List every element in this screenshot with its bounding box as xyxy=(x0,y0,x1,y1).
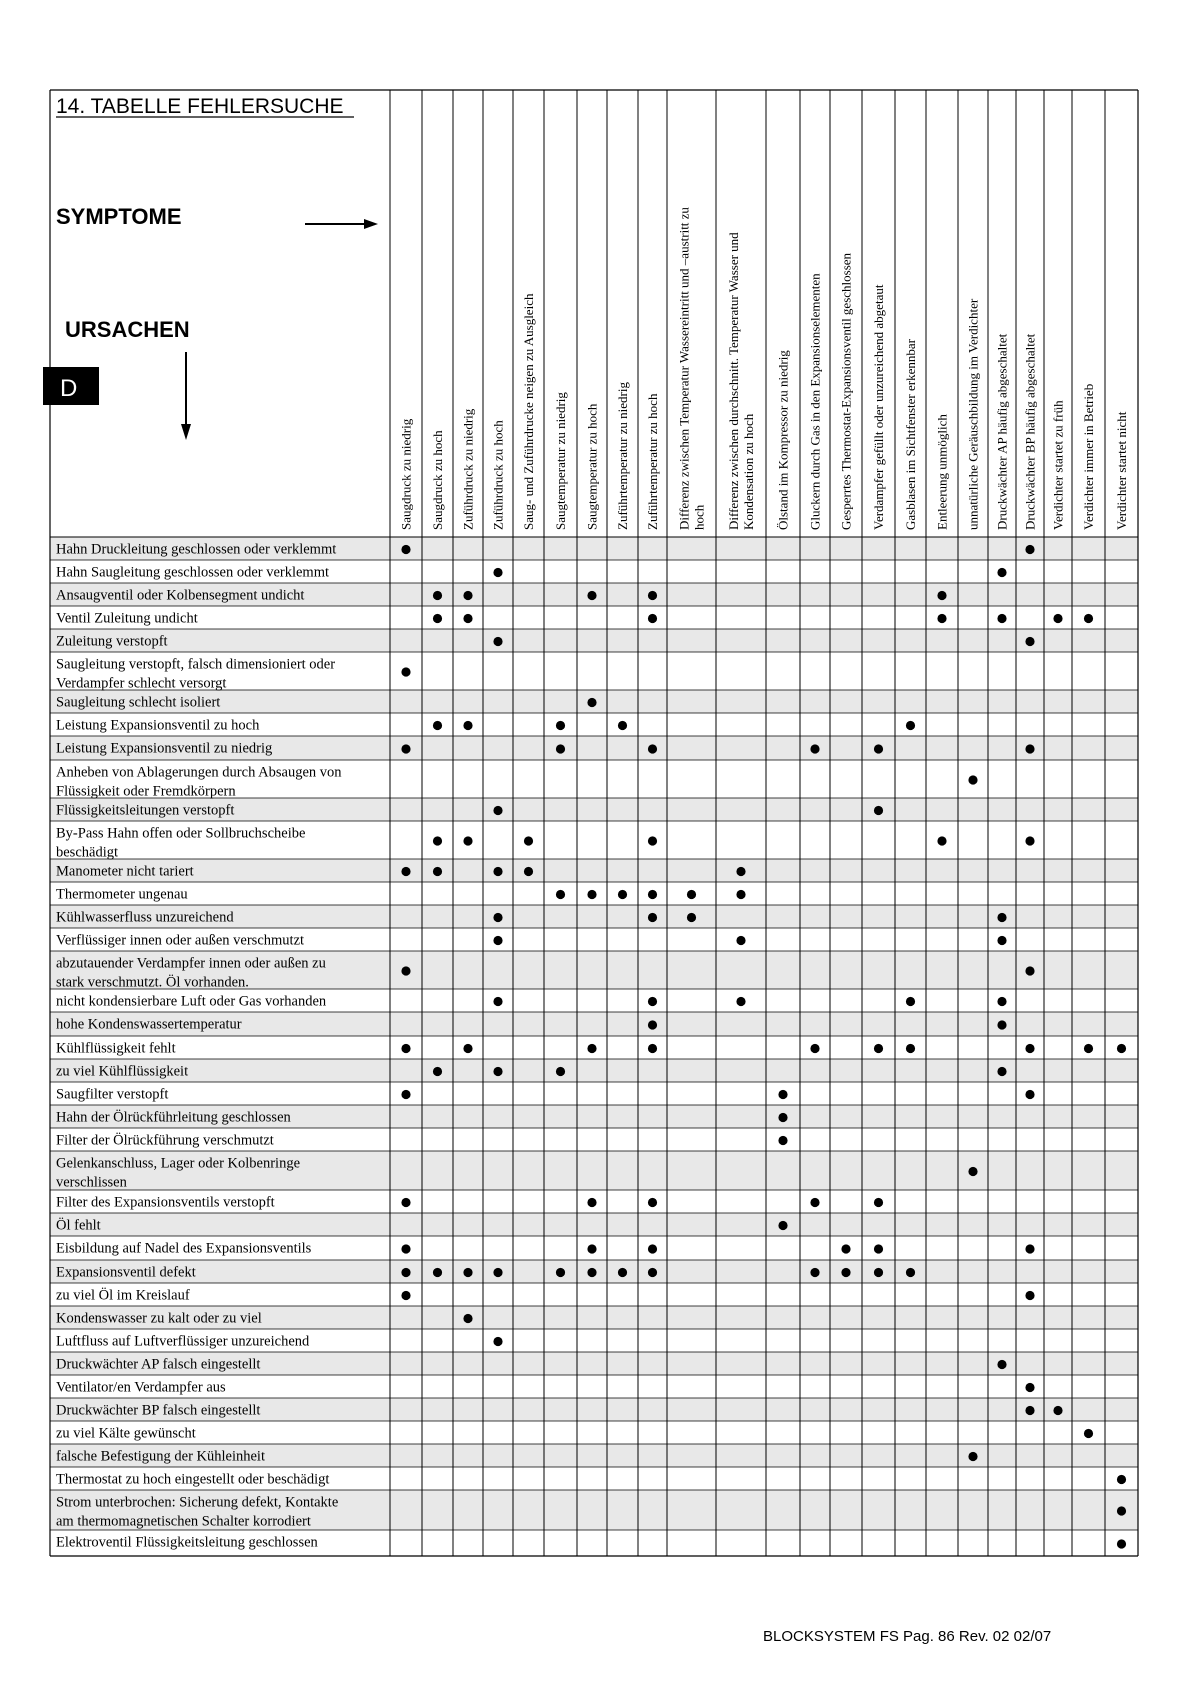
symptom-header: Verdampfer gefüllt oder unzureichend abgetaut xyxy=(871,284,886,530)
symptom-header: Gluckern durch Gas in den Expansionselementen xyxy=(807,273,823,530)
cause-label-text: Flüssigkeit oder Fremdkörpern xyxy=(56,783,236,800)
cause-label-text: Kühlwasserfluss unzureichend xyxy=(56,909,234,926)
cause-label-text: Ventil Zuleitung undicht xyxy=(56,610,198,627)
symptom-header: Differenz zwischen durchschnitt. Temperatur Wasser und xyxy=(726,232,741,530)
symptom-header: Druckwächter BP häufig abgeschaltet xyxy=(1022,333,1038,530)
match-dot xyxy=(874,1044,883,1053)
match-dot xyxy=(997,1067,1006,1076)
match-dot xyxy=(1025,1244,1034,1253)
symptom-header: Saugdruck zu niedrig xyxy=(398,418,414,530)
match-dot xyxy=(1084,1044,1093,1053)
match-dot xyxy=(493,913,502,922)
match-dot xyxy=(1084,614,1093,623)
match-dot xyxy=(997,913,1006,922)
cause-label-text: Saugleitung schlecht isoliert xyxy=(56,694,221,711)
symptom-header: Verdichter startet nicht xyxy=(1114,411,1129,530)
match-dot xyxy=(968,1167,977,1176)
match-dot xyxy=(968,775,977,784)
match-dot xyxy=(648,1268,657,1277)
match-dot xyxy=(401,867,410,876)
match-dot xyxy=(556,721,565,730)
symptom-header: Saugtemperatur zu niedrig xyxy=(553,392,568,530)
symptom-header: Zuführtemperatur zu niedrig xyxy=(615,382,630,530)
symptom-header: Ölstand im Kompressor zu niedrig xyxy=(775,350,791,530)
match-dot xyxy=(906,997,915,1006)
section-tab xyxy=(43,367,99,405)
symptom-header: Kondensation zu hoch xyxy=(741,413,756,530)
cause-label-text: Verdampfer schlecht versorgt xyxy=(56,675,227,692)
match-dot xyxy=(874,806,883,815)
match-dot xyxy=(493,867,502,876)
match-dot xyxy=(556,1067,565,1076)
cause-label-text: zu viel Öl im Kreislauf xyxy=(56,1287,190,1304)
cause-label-text: Flüssigkeitsleitungen verstopft xyxy=(56,802,235,819)
match-dot xyxy=(587,1268,596,1277)
symptom-label: SYMPTOME xyxy=(56,204,182,229)
match-dot xyxy=(1025,1406,1034,1415)
match-dot xyxy=(556,1268,565,1277)
row-stripe xyxy=(50,859,1138,882)
symptom-header: Verdichter startet zu früh xyxy=(1050,400,1066,530)
match-dot xyxy=(587,698,596,707)
match-dot xyxy=(1117,1044,1126,1053)
cause-label-text: Saugleitung verstopft, falsch dimensioniert oder xyxy=(56,656,336,673)
symptom-header: Entleerung unmöglich xyxy=(934,414,950,530)
cause-label-text: falsche Befestigung der Kühleinheit xyxy=(56,1448,265,1465)
match-dot xyxy=(841,1244,850,1253)
match-dot xyxy=(968,1452,977,1461)
match-dot xyxy=(997,1360,1006,1369)
cause-label-text: Eisbildung auf Nadel des Expansionsventils xyxy=(56,1240,312,1257)
match-dot xyxy=(1025,637,1034,646)
match-dot xyxy=(1025,1044,1034,1053)
match-dot xyxy=(648,744,657,753)
symptom-header: Verdichter immer in Betrieb xyxy=(1081,383,1096,530)
cause-label-text: Gelenkanschluss, Lager oder Kolbenringe xyxy=(56,1155,301,1172)
match-dot xyxy=(874,1244,883,1253)
match-dot xyxy=(648,997,657,1006)
match-dot xyxy=(401,545,410,554)
cause-label-text: am thermomagnetischen Schalter korrodiert xyxy=(56,1513,311,1530)
match-dot xyxy=(493,637,502,646)
match-dot xyxy=(997,614,1006,623)
row-stripe xyxy=(50,629,1138,652)
match-dot xyxy=(1053,614,1062,623)
match-dot xyxy=(1053,1406,1062,1415)
cause-label-text: Ventilator/en Verdampfer aus xyxy=(56,1379,226,1396)
match-dot xyxy=(493,806,502,815)
cause-label-text: nicht kondensierbare Luft oder Gas vorhanden xyxy=(56,993,327,1010)
cause-label-text: Thermostat zu hoch eingestellt oder beschädigt xyxy=(56,1471,330,1488)
match-dot xyxy=(1084,1429,1093,1438)
cause-label-text: Zuleitung verstopft xyxy=(56,633,168,650)
match-dot xyxy=(906,721,915,730)
cause-label-text: Kühlflüssigkeit fehlt xyxy=(56,1040,176,1057)
match-dot xyxy=(736,997,745,1006)
match-dot xyxy=(618,890,627,899)
match-dot xyxy=(874,1268,883,1277)
match-dot xyxy=(401,1291,410,1300)
cause-label-text: Druckwächter AP falsch eingestellt xyxy=(56,1356,261,1373)
match-dot xyxy=(463,836,472,845)
cause-label-text: beschädigt xyxy=(56,844,119,861)
match-dot xyxy=(937,591,946,600)
match-dot xyxy=(874,1198,883,1207)
match-dot xyxy=(587,591,596,600)
match-dot xyxy=(997,568,1006,577)
symptom-header: Saugtemperatur zu hoch xyxy=(584,403,600,530)
cause-label-text: Elektroventil Flüssigkeitsleitung geschlossen xyxy=(56,1534,318,1551)
cause-label-text: Saugfilter verstopft xyxy=(56,1086,169,1103)
symptom-header: Saug- und Zuführdrucke neigen zu Ausgleich xyxy=(521,293,536,530)
match-dot xyxy=(687,890,696,899)
cause-label-text: stark verschmutzt. Öl vorhanden. xyxy=(56,974,249,991)
match-dot xyxy=(401,966,410,975)
cause-label-text: Filter der Ölrückführung verschmutzt xyxy=(56,1132,274,1149)
match-dot xyxy=(778,1136,787,1145)
match-dot xyxy=(648,591,657,600)
match-dot xyxy=(401,667,410,676)
match-dot xyxy=(648,614,657,623)
match-dot xyxy=(810,1044,819,1053)
match-dot xyxy=(433,591,442,600)
match-dot xyxy=(433,721,442,730)
cause-label-text: Hahn Saugleitung geschlossen oder verklemmt xyxy=(56,564,330,581)
cause-label-text: zu viel Kühlflüssigkeit xyxy=(56,1063,189,1080)
match-dot xyxy=(493,1067,502,1076)
symptom-column-headers xyxy=(399,207,1130,530)
match-dot xyxy=(433,867,442,876)
match-dot xyxy=(463,591,472,600)
match-dot xyxy=(433,1268,442,1277)
cause-label-text: Druckwächter BP falsch eingestellt xyxy=(56,1402,261,1419)
symptom-header: Gesperrtes Thermostat-Expansionsventil geschlossen xyxy=(838,252,854,530)
cause-label-text: Hahn der Ölrückführleitung geschlossen xyxy=(56,1109,291,1126)
cause-label-text: Manometer nicht tariert xyxy=(56,863,194,880)
match-dot xyxy=(463,1314,472,1323)
match-dot xyxy=(1025,1090,1034,1099)
match-dot xyxy=(736,890,745,899)
cause-label-text: Leistung Expansionsventil zu niedrig xyxy=(56,740,273,757)
symptom-header: unnatürliche Geräuschbildung im Verdichter xyxy=(965,298,981,530)
cause-label-text: Ansaugventil oder Kolbensegment undicht xyxy=(56,587,305,604)
match-dot xyxy=(401,1090,410,1099)
symptom-header: Druckwächter AP häufig abgeschaltet xyxy=(994,333,1010,530)
match-dot xyxy=(937,614,946,623)
match-dot xyxy=(1117,1539,1126,1548)
match-dot xyxy=(906,1268,915,1277)
symptom-header: Zuführdruck zu niedrig xyxy=(460,408,476,530)
cause-label-text: Anheben von Ablagerungen durch Absaugen von xyxy=(56,764,342,781)
cause-label-text: Expansionsventil defekt xyxy=(56,1264,196,1281)
match-dot xyxy=(401,1268,410,1277)
match-dot xyxy=(463,614,472,623)
cause-label-text: Verflüssiger innen oder außen verschmutzt xyxy=(56,932,305,949)
row-stripe xyxy=(50,1059,1138,1082)
cause-label-text: Filter des Expansionsventils verstopft xyxy=(56,1194,275,1211)
match-dot xyxy=(401,744,410,753)
symptom-header: Zuführtemperatur zu hoch xyxy=(645,393,660,530)
cause-label-text: Thermometer ungenau xyxy=(56,886,188,903)
match-dot xyxy=(493,997,502,1006)
down-arrow-icon xyxy=(181,352,191,440)
match-dot xyxy=(736,936,745,945)
match-dot xyxy=(648,1244,657,1253)
cause-label-text: Strom unterbrochen: Sicherung defekt, Kontakte xyxy=(56,1494,339,1511)
cause-label-text: verschlissen xyxy=(56,1174,127,1191)
match-dot xyxy=(778,1113,787,1122)
cause-label-text: Öl fehlt xyxy=(56,1217,101,1234)
match-dot xyxy=(618,1268,627,1277)
match-dot xyxy=(556,744,565,753)
cause-label-text: Kondenswasser zu kalt oder zu viel xyxy=(56,1310,262,1327)
match-dot xyxy=(648,890,657,899)
cause-label-text: Luftfluss auf Luftverflüssiger unzureichend xyxy=(56,1333,310,1350)
match-dot xyxy=(648,836,657,845)
page-footer: BLOCKSYSTEM FS Pag. 86 Rev. 02 02/07 xyxy=(763,1628,1052,1645)
match-dot xyxy=(648,1044,657,1053)
match-dot xyxy=(433,1067,442,1076)
match-dot xyxy=(778,1090,787,1099)
match-dot xyxy=(556,890,565,899)
match-dot xyxy=(1025,1291,1034,1300)
page-title: 14. TABELLE FEHLERSUCHE xyxy=(56,95,344,118)
cause-label-text: Hahn Druckleitung geschlossen oder verklemmt xyxy=(56,541,337,558)
cause-label-text: zu viel Kälte gewünscht xyxy=(56,1425,196,1442)
match-dot xyxy=(648,1020,657,1029)
match-dot xyxy=(524,867,533,876)
match-dot xyxy=(648,1198,657,1207)
symptom-header: Saugdruck zu hoch xyxy=(430,430,445,530)
match-dot xyxy=(906,1044,915,1053)
match-dot xyxy=(841,1268,850,1277)
match-dot xyxy=(524,836,533,845)
match-dot xyxy=(493,568,502,577)
match-dot xyxy=(874,744,883,753)
match-dot xyxy=(401,1044,410,1053)
match-dot xyxy=(1025,836,1034,845)
match-dot xyxy=(463,1268,472,1277)
match-dot xyxy=(778,1221,787,1230)
section-tab-letter: D xyxy=(60,375,78,402)
match-dot xyxy=(587,1198,596,1207)
match-dot xyxy=(997,997,1006,1006)
match-dot xyxy=(587,1044,596,1053)
match-dot xyxy=(587,890,596,899)
symptom-header: Differenz zwischen Temperatur Wassereintritt und –austritt zu xyxy=(676,207,692,530)
cause-label: URSACHEN xyxy=(65,317,190,342)
match-dot xyxy=(401,1198,410,1207)
symptom-header: Zuführdruck zu hoch xyxy=(490,420,506,530)
cause-label-text: Leistung Expansionsventil zu hoch xyxy=(56,717,260,734)
match-dot xyxy=(401,1244,410,1253)
row-stripe xyxy=(50,1213,1138,1236)
match-dot xyxy=(587,1244,596,1253)
match-dot xyxy=(433,836,442,845)
match-dot xyxy=(810,1198,819,1207)
cause-label-text: hohe Kondenswassertemperatur xyxy=(56,1016,242,1033)
match-dot xyxy=(1025,744,1034,753)
match-dot xyxy=(463,721,472,730)
match-dot xyxy=(997,936,1006,945)
match-dot xyxy=(997,1020,1006,1029)
match-dot xyxy=(463,1044,472,1053)
right-arrow-icon xyxy=(305,219,378,229)
match-dot xyxy=(618,721,627,730)
match-dot xyxy=(810,744,819,753)
cause-label-text: abzutauender Verdampfer innen oder außen zu xyxy=(56,955,326,972)
match-dot xyxy=(1025,545,1034,554)
symptom-header: hoch xyxy=(691,504,707,530)
match-dot xyxy=(648,913,657,922)
match-dot xyxy=(1117,1506,1126,1515)
match-dot xyxy=(810,1268,819,1277)
match-dot xyxy=(937,836,946,845)
match-dot xyxy=(1117,1475,1126,1484)
match-dot xyxy=(687,913,696,922)
match-dot xyxy=(433,614,442,623)
match-dot xyxy=(493,936,502,945)
symptom-header: Gasblasen im Sichtfenster erkennbar xyxy=(903,339,918,530)
match-dot xyxy=(493,1337,502,1346)
match-dot xyxy=(1025,966,1034,975)
match-dot xyxy=(736,867,745,876)
cause-label-text: By-Pass Hahn offen oder Sollbruchscheibe xyxy=(56,825,306,842)
match-dot xyxy=(1025,1383,1034,1392)
match-dot xyxy=(493,1268,502,1277)
